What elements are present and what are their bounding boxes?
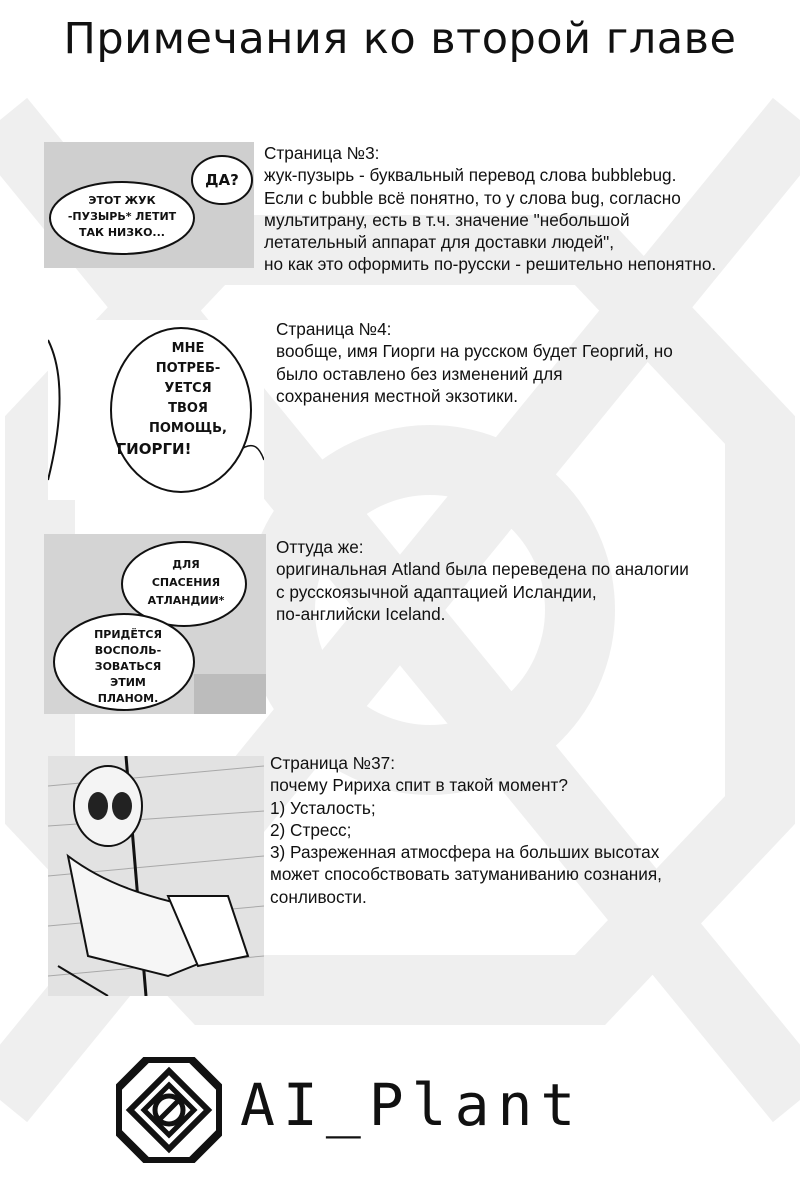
note-page-4 — [276, 318, 673, 407]
note-heading: Страница №37: — [270, 753, 396, 773]
octagon-logo-icon — [116, 1057, 222, 1163]
note-line: оригинальная Atland была переведена по аналогии — [276, 559, 689, 580]
manga-panel-page-3 — [44, 142, 254, 268]
bubble-text: ТАК НИЗКО... — [79, 226, 165, 239]
bubble-text: ТВОЯ — [168, 401, 208, 416]
note-line: 1) Усталость; — [270, 797, 376, 818]
bubble-text: ВОСПОЛЬ- — [94, 644, 162, 657]
note-line: сохранения местной экзотики. — [276, 385, 519, 406]
bubble-text: ПОМОЩЬ, — [149, 421, 227, 436]
note-heading: Страница №3: — [264, 143, 380, 163]
note-line: с русскоязычной адаптацией Исландии, — [276, 581, 597, 602]
bubble-text: МНЕ — [171, 341, 205, 356]
bubble-text: ДА? — [205, 171, 239, 189]
note-line: Если с bubble всё понятно, то у слова bug, согласно — [264, 187, 681, 208]
note-heading: Страница №4: — [276, 319, 392, 339]
note-line: по-английски Iceland. — [276, 603, 446, 624]
note-line: жук-пузырь - буквальный перевод слова bubblebug. — [264, 165, 677, 186]
bubble-text: ПРИДЁТСЯ — [94, 628, 162, 641]
note-line: почему Ририха спит в такой момент? — [270, 775, 568, 796]
note-page-37 — [270, 752, 662, 908]
bubble-text: ПОТРЕБ- — [155, 361, 221, 376]
bubble-text: ГИОРГИ! — [116, 440, 192, 458]
note-line: было оставлено без изменений для — [276, 363, 563, 384]
page-title: Примечания ко второй главе — [63, 14, 737, 64]
bubble-text: АТЛАНДИИ* — [147, 594, 225, 607]
bubble-text: СПАСЕНИЯ — [151, 576, 221, 589]
note-line: может способствовать затуманиванию сознания, — [270, 864, 662, 885]
note-line: 2) Стресс; — [270, 819, 352, 840]
note-line: вообще, имя Гиорги на русском будет Георгий, но — [276, 341, 673, 362]
bubble-text: ДЛЯ — [172, 558, 200, 571]
note-line: мультитрану, есть в т.ч. значение "небольшой — [264, 209, 630, 230]
bubble-text: ПЛАНОМ. — [97, 692, 159, 705]
note-line: летательный аппарат для доставки людей", — [264, 232, 615, 253]
logo-text: AI_Plant — [240, 1071, 584, 1139]
manga-panel-atland — [44, 534, 266, 714]
note-line: сонливости. — [270, 886, 367, 907]
bubble-text: ЭТИМ — [110, 676, 146, 689]
bubble-text: ЭТОТ ЖУК — [88, 194, 156, 207]
note-atland — [276, 536, 689, 625]
bubble-text: ЗОВАТЬСЯ — [94, 660, 162, 673]
note-heading: Оттуда же: — [276, 537, 364, 557]
note-line: 3) Разреженная атмосфера на больших высотах — [270, 842, 660, 863]
note-line: но как это оформить по-русски - решительно непонятно. — [264, 254, 717, 275]
note-page-3 — [264, 142, 716, 276]
bubble-text: УЕТСЯ — [164, 381, 212, 396]
bubble-text: -ПУЗЫРЬ* ЛЕТИТ — [67, 210, 177, 223]
manga-panel-page-4 — [48, 320, 264, 500]
manga-panel-page-37 — [48, 756, 264, 996]
